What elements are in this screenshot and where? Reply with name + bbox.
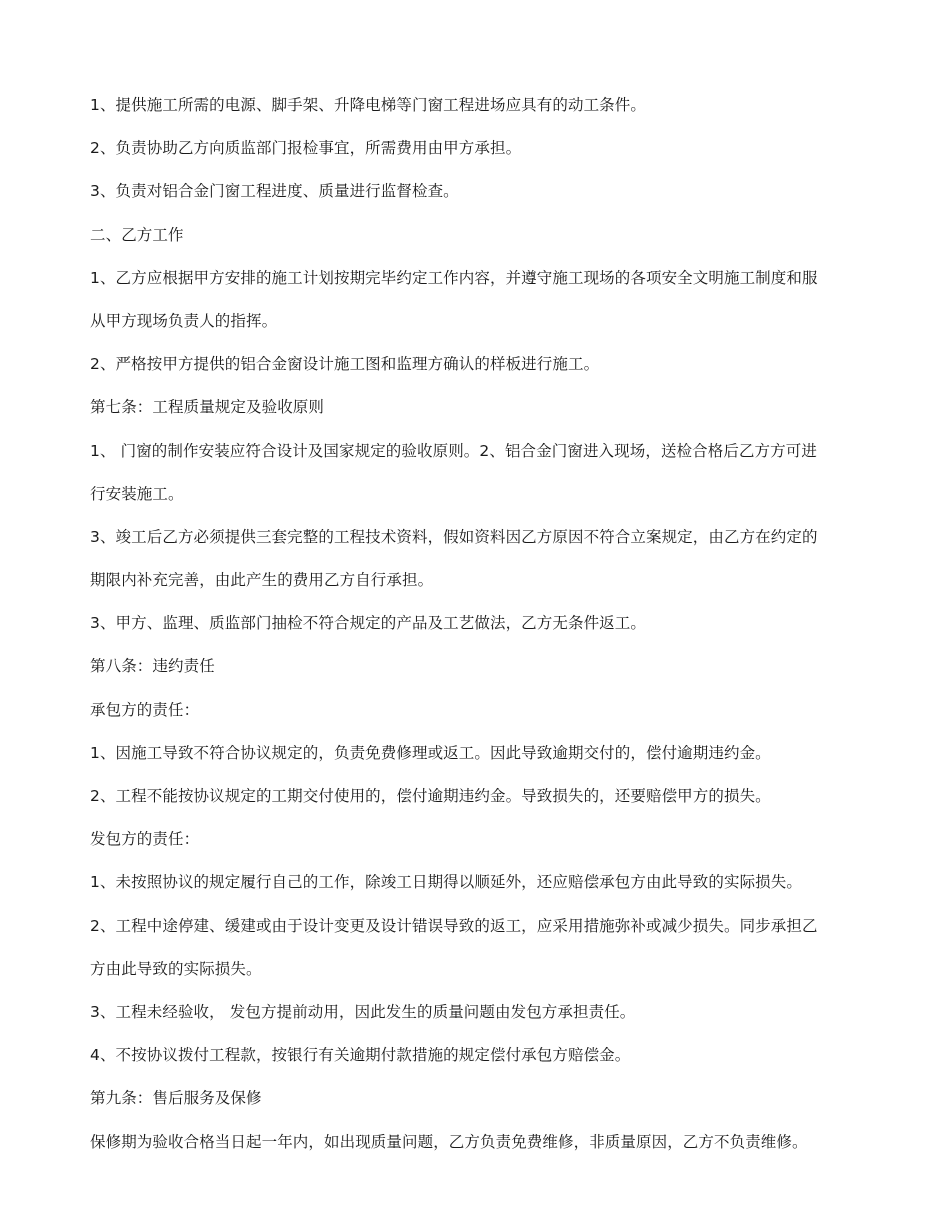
text-line: 1、未按照协议的规定履行自己的工作，除竣工日期得以顺延外，还应赔偿承包方由此导致的实际损失。 [90,873,802,892]
text-line: 2、负责协助乙方向质监部门报检事宜，所需费用由甲方承担。 [90,139,522,158]
text-line: 1、乙方应根据甲方安排的施工计划按期完毕约定工作内容，并遵守施工现场的各项安全文明施工制度和服 [90,268,818,287]
section-heading: 二、乙方工作 [90,225,184,244]
text-line: 期限内补充完善，由此产生的费用乙方自行承担。 [90,571,434,590]
text-line: 方由此导致的实际损失。 [90,959,262,978]
text-line: 3、工程未经验收， 发包方提前动用，因此发生的质量问题由发包方承担责任。 [90,1002,636,1021]
text-line: 从甲方现场负责人的指挥。 [90,311,278,330]
text-line: 3、竣工后乙方必须提供三套完整的工程技术资料，假如资料因乙方原因不符合立案规定，由乙方在约定的 [90,527,818,546]
text-line: 2、严格按甲方提供的铝合金窗设计施工图和监理方确认的样板进行施工。 [90,355,600,374]
section-heading: 第九条：售后服务及保修 [90,1089,262,1108]
text-line: 3、负责对铝合金门窗工程进度、质量进行监督检查。 [90,182,459,201]
text-line: 保修期为验收合格当日起一年内，如出现质量问题，乙方负责免费维修，非质量原因，乙方不负责维修。 [90,1132,808,1151]
text-line: 4、不按协议拨付工程款，按银行有关逾期付款措施的规定偿付承包方赔偿金。 [90,1046,631,1065]
section-heading: 第八条：违约责任 [90,657,215,676]
text-line: 行安装施工。 [90,484,184,503]
subsection-heading: 发包方的责任： [90,830,200,849]
text-line: 3、甲方、监理、质监部门抽检不符合规定的产品及工艺做法，乙方无条件返工。 [90,614,646,633]
text-line: 2、工程不能按协议规定的工期交付使用的，偿付逾期违约金。导致损失的，还要赔偿甲方的损失。 [90,787,771,805]
text-line: 1、提供施工所需的电源、脚手架、升降电梯等门窗工程进场应具有的动工条件。 [90,96,646,114]
document-page [90,84,860,1164]
text-line: 2、工程中途停建、缓建或由于设计变更及设计错误导致的返工，应采用措施弥补或减少损失。同步承担乙 [90,916,818,935]
text-line: 1、因施工导致不符合协议规定的，负责免费修理或返工。因此导致逾期交付的，偿付逾期违约金。 [90,743,771,762]
section-heading: 第七条：工程质量规定及验收原则 [90,398,325,417]
subsection-heading: 承包方的责任： [90,700,200,719]
text-line: 1、 门窗的制作安装应符合设计及国家规定的验收原则。2、铝合金门窗进入现场，送检合格后乙方方可进 [90,441,817,460]
